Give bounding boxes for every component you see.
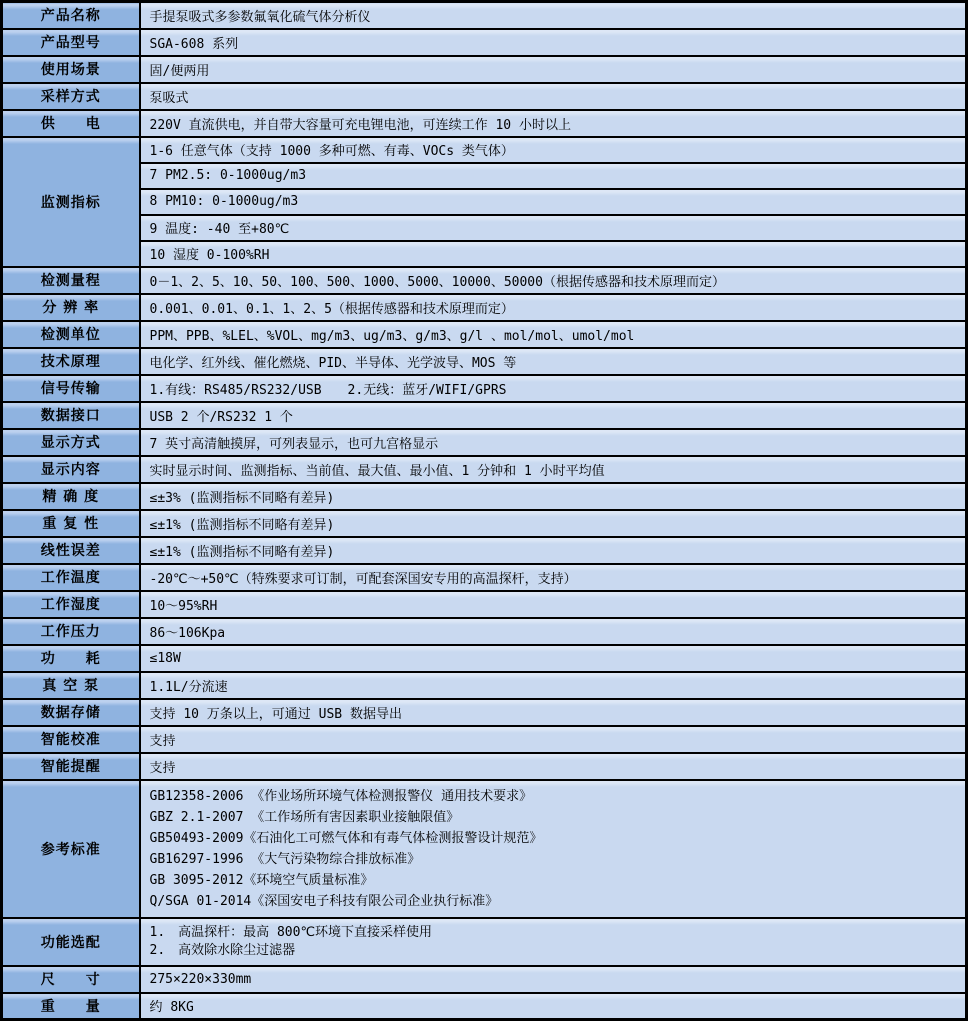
spec-label: 工作压力 <box>2 618 140 645</box>
spec-value: 1-6 任意气体（支持 1000 多种可燃、有毒、VOCs 类气体） <box>140 137 967 163</box>
spec-value: SGA-608 系列 <box>140 29 967 56</box>
spec-value: 泵吸式 <box>140 83 967 110</box>
standard-line: GB12358-2006 《作业场所环境气体检测报警仪 通用技术要求》 <box>149 788 533 804</box>
spec-value: 电化学、红外线、催化燃烧、PID、半导体、光学波导、MOS 等 <box>140 348 967 375</box>
spec-label: 真 空 泵 <box>2 672 140 699</box>
spec-row-smart-calibration <box>2 726 967 753</box>
spec-row-work-pressure <box>2 618 967 645</box>
spec-label: 智能校准 <box>2 726 140 753</box>
spec-label: 数据接口 <box>2 402 140 429</box>
spec-row-usage-scene <box>2 56 967 83</box>
spec-row-vacuum-pump <box>2 672 967 699</box>
standard-line: GB50493-2009《石油化工可燃气体和有毒气体检测报警设计规范》 <box>149 830 543 846</box>
spec-label: 精 确 度 <box>2 483 140 510</box>
spec-row-monitor-pm25 <box>2 163 967 189</box>
spec-value-standards <box>140 780 967 918</box>
spec-label: 显示方式 <box>2 429 140 456</box>
option-line: 1. 高温探杆：最高 800℃环境下直接采样使用 <box>149 924 433 940</box>
spec-label: 供 电 <box>2 110 140 137</box>
spec-row-monitor-humidity <box>2 241 967 267</box>
spec-row-sampling <box>2 83 967 110</box>
spec-label-options: 功能选配 <box>2 918 140 966</box>
spec-value: USB 2 个/RS232 1 个 <box>140 402 967 429</box>
spec-label: 信号传输 <box>2 375 140 402</box>
spec-row-data-interface <box>2 402 967 429</box>
spec-row-signal <box>2 375 967 402</box>
spec-row-range <box>2 267 967 294</box>
spec-value: ≤18W <box>140 645 967 672</box>
spec-label: 数据存储 <box>2 699 140 726</box>
spec-label: 检测单位 <box>2 321 140 348</box>
spec-row-data-storage <box>2 699 967 726</box>
spec-row-resolution <box>2 294 967 321</box>
spec-value: 1.1L/分流速 <box>140 672 967 699</box>
spec-label: 产品型号 <box>2 29 140 56</box>
spec-label: 重 复 性 <box>2 510 140 537</box>
spec-value: 0.001、0.01、0.1、1、2、5（根据传感器和技术原理而定） <box>140 294 967 321</box>
spec-row-monitor-pm10 <box>2 189 967 215</box>
spec-row-optional-features <box>2 918 967 966</box>
spec-row-model <box>2 29 967 56</box>
spec-value: 约 8KG <box>140 993 967 1020</box>
spec-value: 支持 10 万条以上，可通过 USB 数据导出 <box>140 699 967 726</box>
spec-row-display-content <box>2 456 967 483</box>
spec-label-monitor: 监测指标 <box>2 137 140 267</box>
spec-row-work-humidity <box>2 591 967 618</box>
spec-label: 功 耗 <box>2 645 140 672</box>
spec-label: 显示内容 <box>2 456 140 483</box>
spec-row-display-mode <box>2 429 967 456</box>
spec-row-product-name <box>2 2 967 29</box>
spec-value: ≤±1% (监测指标不同略有差异) <box>140 537 967 564</box>
spec-row-repeatability <box>2 510 967 537</box>
spec-label: 工作温度 <box>2 564 140 591</box>
spec-label: 分 辨 率 <box>2 294 140 321</box>
spec-value-options <box>140 918 967 966</box>
spec-row-power <box>2 110 967 137</box>
spec-value: 1.有线：RS485/RS232/USB 2.无线：蓝牙/WIFI/GPRS <box>140 375 967 402</box>
spec-row-units <box>2 321 967 348</box>
spec-row-principle <box>2 348 967 375</box>
standard-line: GB16297-1996 《大气污染物综合排放标准》 <box>149 851 421 867</box>
spec-value: ≤±3% (监测指标不同略有差异) <box>140 483 967 510</box>
spec-row-power-consumption <box>2 645 967 672</box>
spec-label: 智能提醒 <box>2 753 140 780</box>
spec-value: 固/便两用 <box>140 56 967 83</box>
option-line: 2. 高效除水除尘过滤器 <box>149 942 296 958</box>
spec-value: PPM、PPB、%LEL、%VOL、mg/m3、ug/m3、g/m3、g/l 、mol/mol、umol/mol <box>140 321 967 348</box>
spec-row-reference-standards <box>2 780 967 918</box>
spec-row-monitor-temp <box>2 215 967 241</box>
spec-row-smart-reminder <box>2 753 967 780</box>
spec-value: 手提泵吸式多参数氟氧化硫气体分析仪 <box>140 2 967 29</box>
spec-label: 产品名称 <box>2 2 140 29</box>
spec-row-accuracy <box>2 483 967 510</box>
spec-value: 实时显示时间、监测指标、当前值、最大值、最小值、1 分钟和 1 小时平均值 <box>140 456 967 483</box>
spec-value: 支持 <box>140 753 967 780</box>
spec-value: 9 温度: -40 至+80℃ <box>140 215 967 241</box>
spec-row-weight <box>2 993 967 1020</box>
spec-row-linearity <box>2 537 967 564</box>
spec-label: 技术原理 <box>2 348 140 375</box>
spec-value: 7 PM2.5: 0-1000ug/m3 <box>140 163 967 189</box>
spec-row-monitor-indicators <box>2 137 967 163</box>
spec-label-standards: 参考标准 <box>2 780 140 918</box>
standard-line: GB 3095-2012《环境空气质量标准》 <box>149 872 374 888</box>
spec-label: 尺 寸 <box>2 966 140 993</box>
spec-value: 支持 <box>140 726 967 753</box>
spec-label: 检测量程 <box>2 267 140 294</box>
spec-row-dimensions <box>2 966 967 993</box>
standard-line: GBZ 2.1-2007 《工作场所有害因素职业接触限值》 <box>149 809 460 825</box>
spec-value: 8 PM10: 0-1000ug/m3 <box>140 189 967 215</box>
spec-value: 7 英寸高清触摸屏，可列表显示，也可九宫格显示 <box>140 429 967 456</box>
spec-value: 10 湿度 0-100%RH <box>140 241 967 267</box>
spec-value: 275×220×330mm <box>140 966 967 993</box>
standard-line: Q/SGA 01-2014《深国安电子科技有限公司企业执行标准》 <box>149 893 499 909</box>
spec-value: 86～106Kpa <box>140 618 967 645</box>
spec-value: 0－1、2、5、10、50、100、500、1000、5000、10000、50000（根据传感器和技术原理而定） <box>140 267 967 294</box>
spec-row-work-temp <box>2 564 967 591</box>
spec-value: -20℃～+50℃（特殊要求可订制，可配套深国安专用的高温探杆，支持） <box>140 564 967 591</box>
spec-label: 工作湿度 <box>2 591 140 618</box>
spec-value: ≤±1% (监测指标不同略有差异) <box>140 510 967 537</box>
spec-value: 220V 直流供电，并自带大容量可充电锂电池，可连续工作 10 小时以上 <box>140 110 967 137</box>
spec-label: 使用场景 <box>2 56 140 83</box>
spec-label: 线性误差 <box>2 537 140 564</box>
spec-value: 10～95%RH <box>140 591 967 618</box>
spec-label: 采样方式 <box>2 83 140 110</box>
spec-label: 重 量 <box>2 993 140 1020</box>
